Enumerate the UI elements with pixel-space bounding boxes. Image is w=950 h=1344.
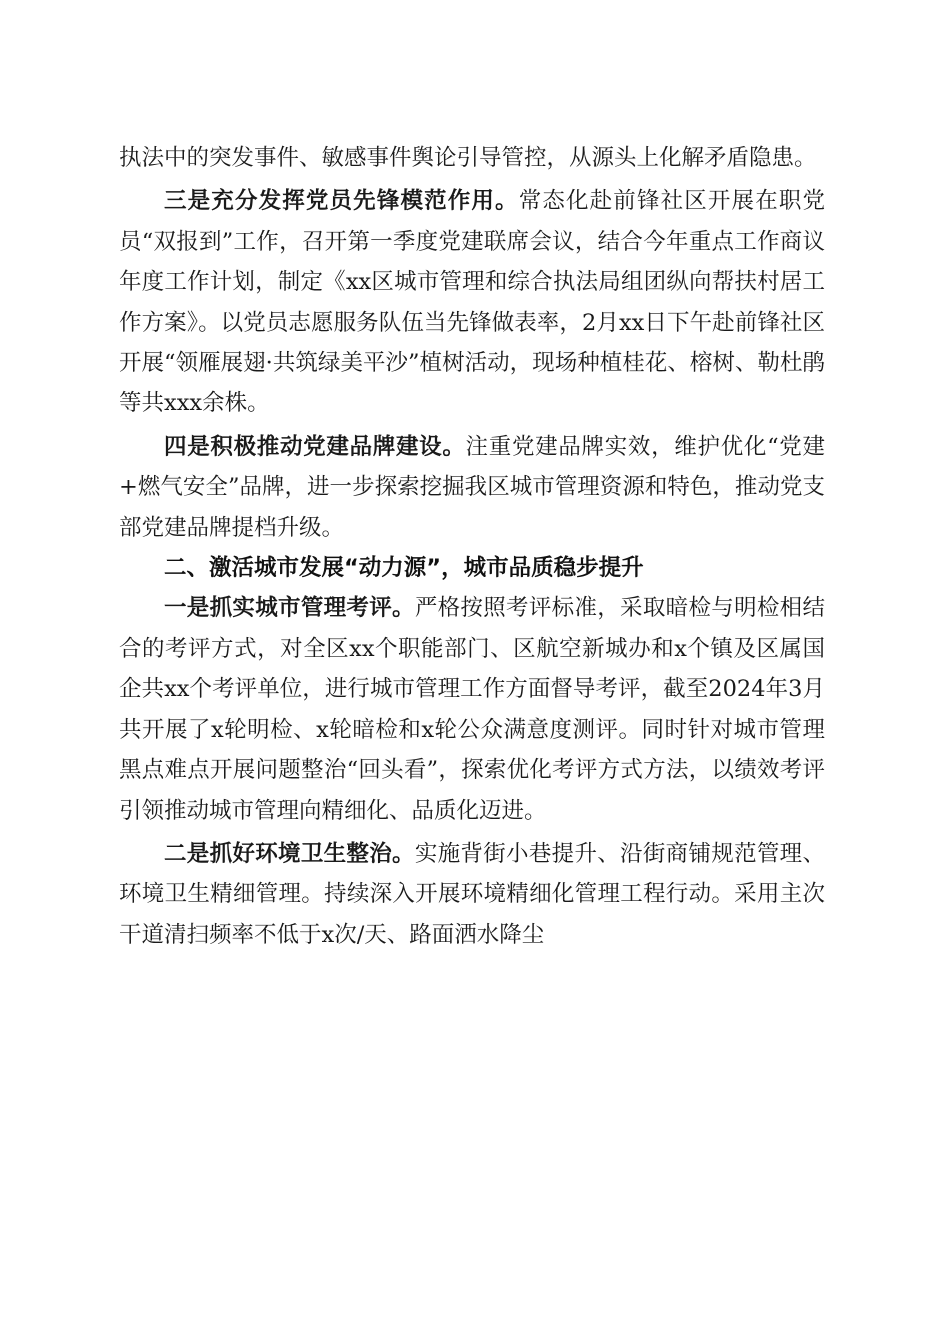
- paragraph-body: 常态化赴前锋社区开展在职党员“双报到”工作，召开第一季度党建联席会议，结合今年重点工作商议年度工作计划，制定《xx区城市管理和综合执法局组团纵向帮扶村居工作方案》。以党员志愿服务队伍当先锋做表率，2月xx日下午赴前锋社区开展“领雁展翅·共筑绿美平沙”植树活动，现场种植桂花、榕树、勒杜鹃等共xxx余株。: [119, 188, 825, 417]
- paragraph-party-brand: [119, 427, 825, 548]
- paragraph-lead: 一是抓实城市管理考评。: [164, 595, 415, 622]
- paragraph-lead: 二是抓好环境卫生整治。: [164, 840, 415, 867]
- paragraph-body: 实施背街小巷提升、沿街商铺规范管理、环境卫生精细管理。持续深入开展环境精细化管理工程行动。采用主次干道清扫频率不低于x次/天、路面洒水降尘: [119, 840, 825, 948]
- paragraph-body: 严格按照考评标准，采取暗检与明检相结合的考评方式，对全区xx个职能部门、区航空新城办和x个镇及区属国企共xx个考评单位，进行城市管理工作方面督导考评，截至2024年3月共开展了x轮明检、x轮暗检和x轮公众满意度测评。同时针对城市管理黑点难点开展问题整治“回头看”，探索优化考评方式方法，以绩效考评引领推动城市管理向精细化、品质化迈进。: [119, 595, 825, 824]
- paragraph-lead: 三是充分发挥党员先锋模范作用。: [164, 188, 519, 215]
- section-heading: 二、激活城市发展“动力源”，城市品质稳步提升: [164, 555, 644, 582]
- paragraph-body: 注重党建品牌实效，维护优化“党建+燃气安全”品牌，进一步探索挖掘我区城市管理资源和特色，推动党支部党建品牌提档升级。: [119, 433, 825, 541]
- paragraph-city-assessment: [119, 588, 825, 830]
- paragraph-body: 执法中的突发事件、敏感事件舆论引导管控，从源头上化解矛盾隐患。: [119, 145, 817, 171]
- paragraph-lead: 四是积极推动党建品牌建设。: [164, 433, 466, 460]
- document-body: [119, 138, 825, 955]
- paragraph-continuation: [119, 138, 825, 178]
- paragraph-party-pioneer: [119, 181, 825, 423]
- paragraph-sanitation: [119, 834, 825, 955]
